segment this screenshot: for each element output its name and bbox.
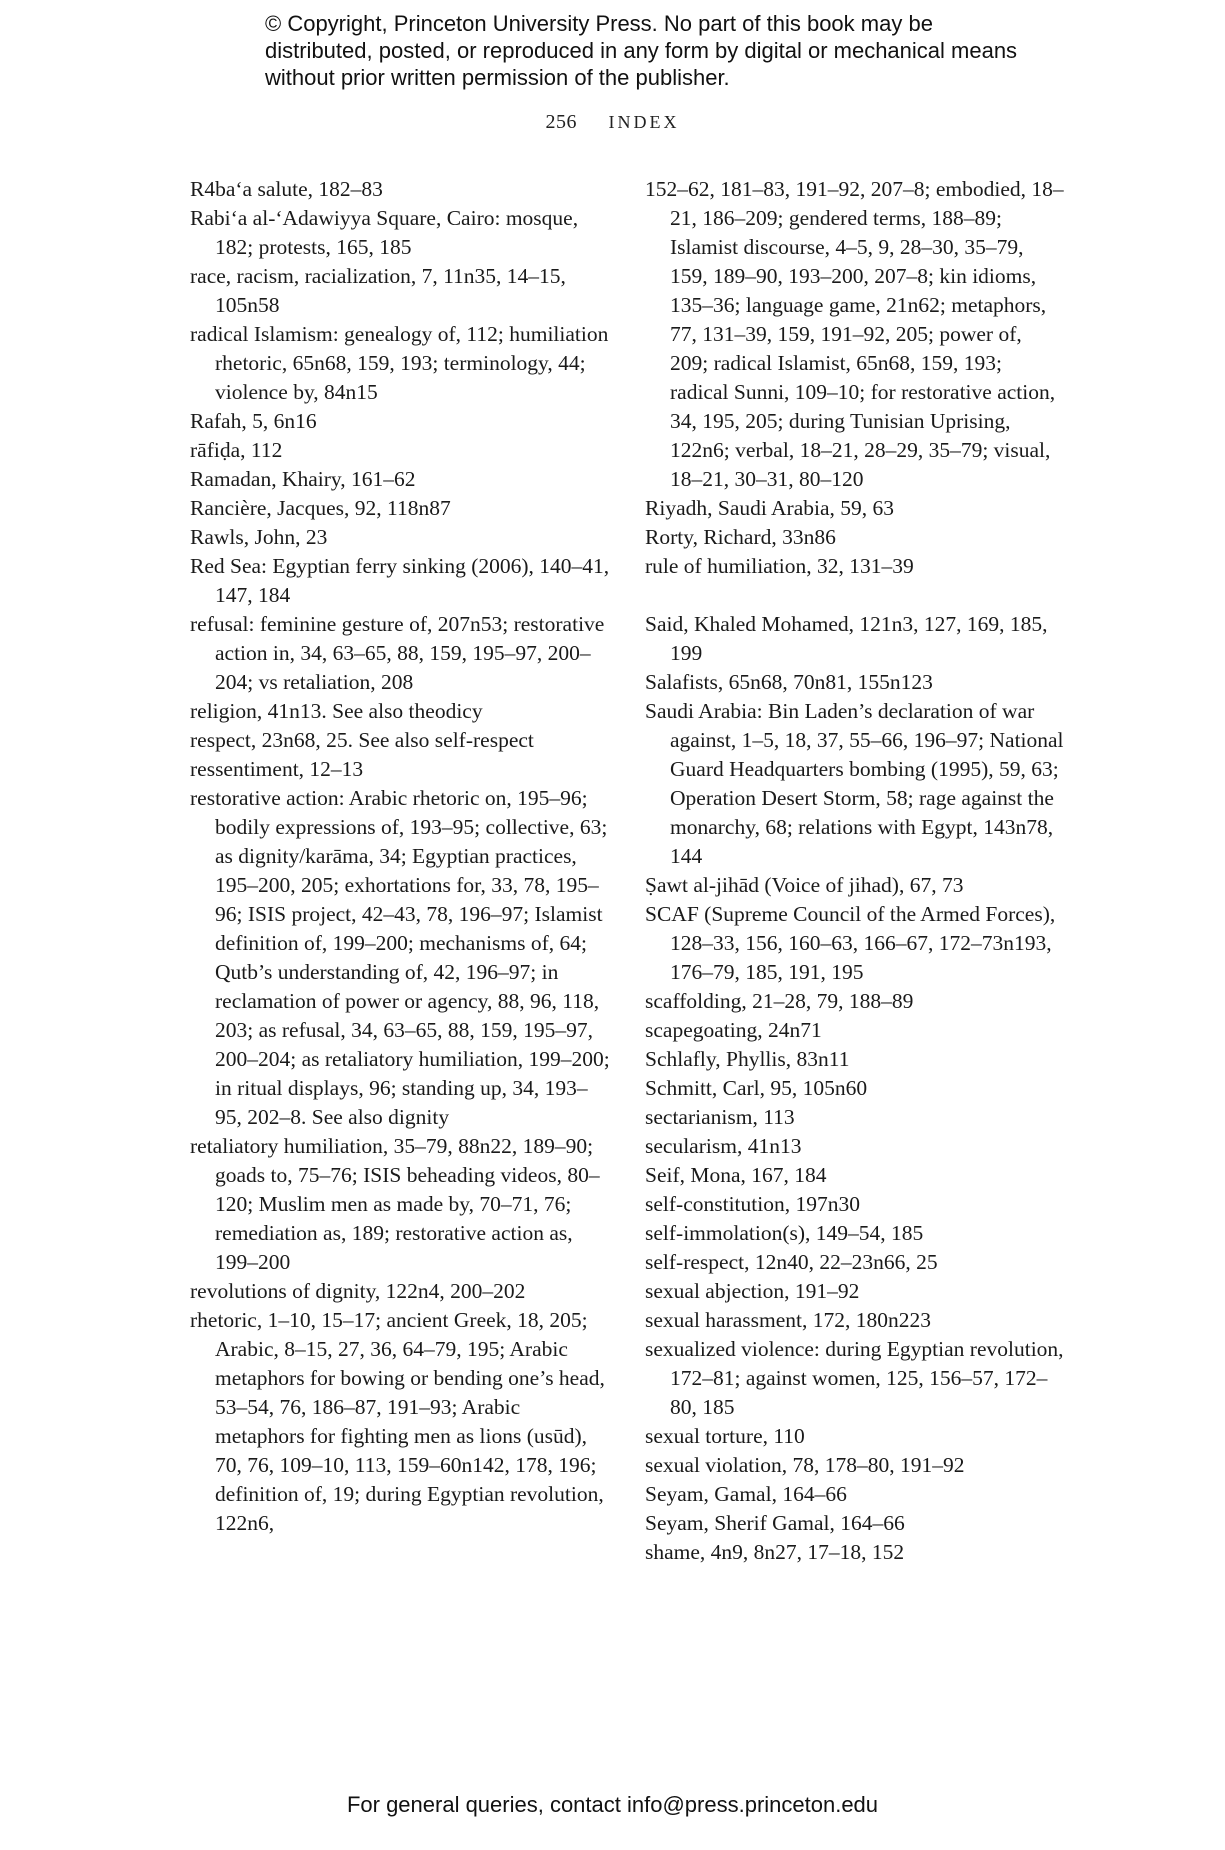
index-entry: revolutions of dignity, 122n4, 200–202 [190,1279,526,1303]
index-entry: Rafah, 5, 6n16 [190,409,317,433]
index-entry: Red Sea: Egyptian ferry sinking (2006), 140–41, 147, 184 [190,554,610,607]
index-entry: Schmitt, Carl, 95, 105n60 [645,1076,868,1100]
index-entry: Said, Khaled Mohamed, 121n3, 127, 169, 185, 199 [645,612,1048,665]
index-entry: R4ba‘a salute, 182–83 [190,177,383,201]
index-entry: Ramadan, Khairy, 161–62 [190,467,416,491]
index-entry: scaffolding, 21–28, 79, 188–89 [645,989,914,1013]
index-entry: 152–62, 181–83, 191–92, 207–8; embodied, 18–21, 186–209; gendered terms, 188–89; Islamist discourse, 4–5, 9, 28–30, 35–79, 159, 189–90, 193–200, 207–8; kin idioms, 135–36; language game, 21n62; metaphors, 77, 131–39, 159, 191–92, 205; power of, 209; radical Islamist, 65n68, 159, 193; radical Sunni, 109–10; for restorative action, 34, 195, 205; during Tunisian Uprising, 122n6; verbal, 18–21, 28–29, 35–79; visual, 18–21, 30–31, 80–120 [645,177,1064,491]
index-entry: sexual violation, 78, 178–80, 191–92 [645,1453,965,1477]
index-entry: Rabi‘a al-‘Adawiyya Square, Cairo: mosque, 182; protests, 165, 185 [190,206,579,259]
index-entry: retaliatory humiliation, 35–79, 88n22, 189–90; goads to, 75–76; ISIS beheading videos, 80–120; Muslim men as made by, 70–71, 76; remediation as, 189; restorative action as, 199–200 [190,1134,600,1274]
index-entry: Saudi Arabia: Bin Laden’s declaration of war against, 1–5, 18, 37, 55–66, 196–97; National Guard Headquarters bombing (1995), 59, 63; Operation Desert Storm, 58; rage against the monarchy, 68; relations with Egypt, 143n78, 144 [645,699,1064,868]
index-entry: restorative action: Arabic rhetoric on, 195–96; bodily expressions of, 193–95; collective, 63; as dignity/karāma, 34; Egyptian practices, 195–200, 205; exhortations for, 33, 78, 195–96; ISIS project, 42–43, 78, 196–97; Islamist definition of, 199–200; mechanisms of, 64; Qutb’s understanding of, 42, 196–97; in reclamation of power or agency, 88, 96, 118, 203; as refusal, 34, 63–65, 88, 159, 195–97, 200–204; as retaliatory humiliation, 199–200; in ritual displays, 96; standing up, 34, 193–95, 202–8. See also dignity [190,786,610,1129]
index-entry: scapegoating, 24n71 [645,1018,822,1042]
index-entry: self-immolation(s), 149–54, 185 [645,1221,924,1245]
running-head [0,111,1225,134]
copyright-notice: © Copyright, Princeton University Press. No part of this book may be distributed, posted, or reproduced in any form by digital or mechanical means without prior written permission of the publisher. [265,11,1018,90]
index-entry: Rancière, Jacques, 92, 118n87 [190,496,451,520]
index-entry: self-respect, 12n40, 22–23n66, 25 [645,1250,938,1274]
index-entry: radical Islamism: genealogy of, 112; humiliation rhetoric, 65n68, 159, 193; terminology, 44; violence by, 84n15 [190,322,609,404]
index-entry: race, racism, racialization, 7, 11n35, 14–15, 105n58 [190,264,566,317]
index-entry: sexualized violence: during Egyptian revolution, 172–81; against women, 125, 156–57, 172–80, 185 [645,1337,1064,1419]
index-entry: self-constitution, 197n30 [645,1192,860,1216]
index-column-right [645,175,1065,1567]
index-column-left [190,175,610,1538]
index-entry: Seif, Mona, 167, 184 [645,1163,827,1187]
index-entry: Rawls, John, 23 [190,525,328,549]
index-entry: sectarianism, 113 [645,1105,795,1129]
index-entry: Schlafly, Phyllis, 83n11 [645,1047,850,1071]
page-number: 256 [545,111,577,133]
index-entry: religion, 41n13. See also theodicy [190,699,483,723]
index-entry: secularism, 41n13 [645,1134,802,1158]
index-entry: sexual abjection, 191–92 [645,1279,860,1303]
index-entry: Seyam, Gamal, 164–66 [645,1482,847,1506]
index-entry: Rorty, Richard, 33n86 [645,525,836,549]
index-entry: SCAF (Supreme Council of the Armed Forces), 128–33, 156, 160–63, 166–67, 172–73n193, 176–79, 185, 191, 195 [645,902,1056,984]
footer-contact: For general queries, contact info@press.princeton.edu [346,1792,879,1817]
section-title: INDEX [608,112,680,132]
index-entry: ressentiment, 12–13 [190,757,364,781]
index-entry: rule of humiliation, 32, 131–39 [645,554,914,578]
index-entry: respect, 23n68, 25. See also self-respect [190,728,534,752]
index-entry: sexual harassment, 172, 180n223 [645,1308,932,1332]
index-entry: rāfiḍa, 112 [190,438,283,462]
index-entry: Seyam, Sherif Gamal, 164–66 [645,1511,905,1535]
index-entry: Salafists, 65n68, 70n81, 155n123 [645,670,933,694]
index-entry: shame, 4n9, 8n27, 17–18, 152 [645,1540,905,1564]
index-entry: rhetoric, 1–10, 15–17; ancient Greek, 18, 205; Arabic, 8–15, 27, 36, 64–79, 195; Arabic metaphors for bowing or bending one’s head, 53–54, 76, 186–87, 191–93; Arabic metaphors for fighting men as lions (usūd), 70, 76, 109–10, 113, 159–60n142, 178, 196; definition of, 19; during Egyptian revolution, 122n6, [190,1308,605,1535]
index-entry: Riyadh, Saudi Arabia, 59, 63 [645,496,895,520]
index-entry: Ṣawt al-jihād (Voice of jihad), 67, 73 [645,873,964,897]
index-entry: sexual torture, 110 [645,1424,805,1448]
letter-gap [645,581,1065,610]
index-entry: refusal: feminine gesture of, 207n53; restorative action in, 34, 63–65, 88, 159, 195–97, 200–204; vs retaliation, 208 [190,612,605,694]
